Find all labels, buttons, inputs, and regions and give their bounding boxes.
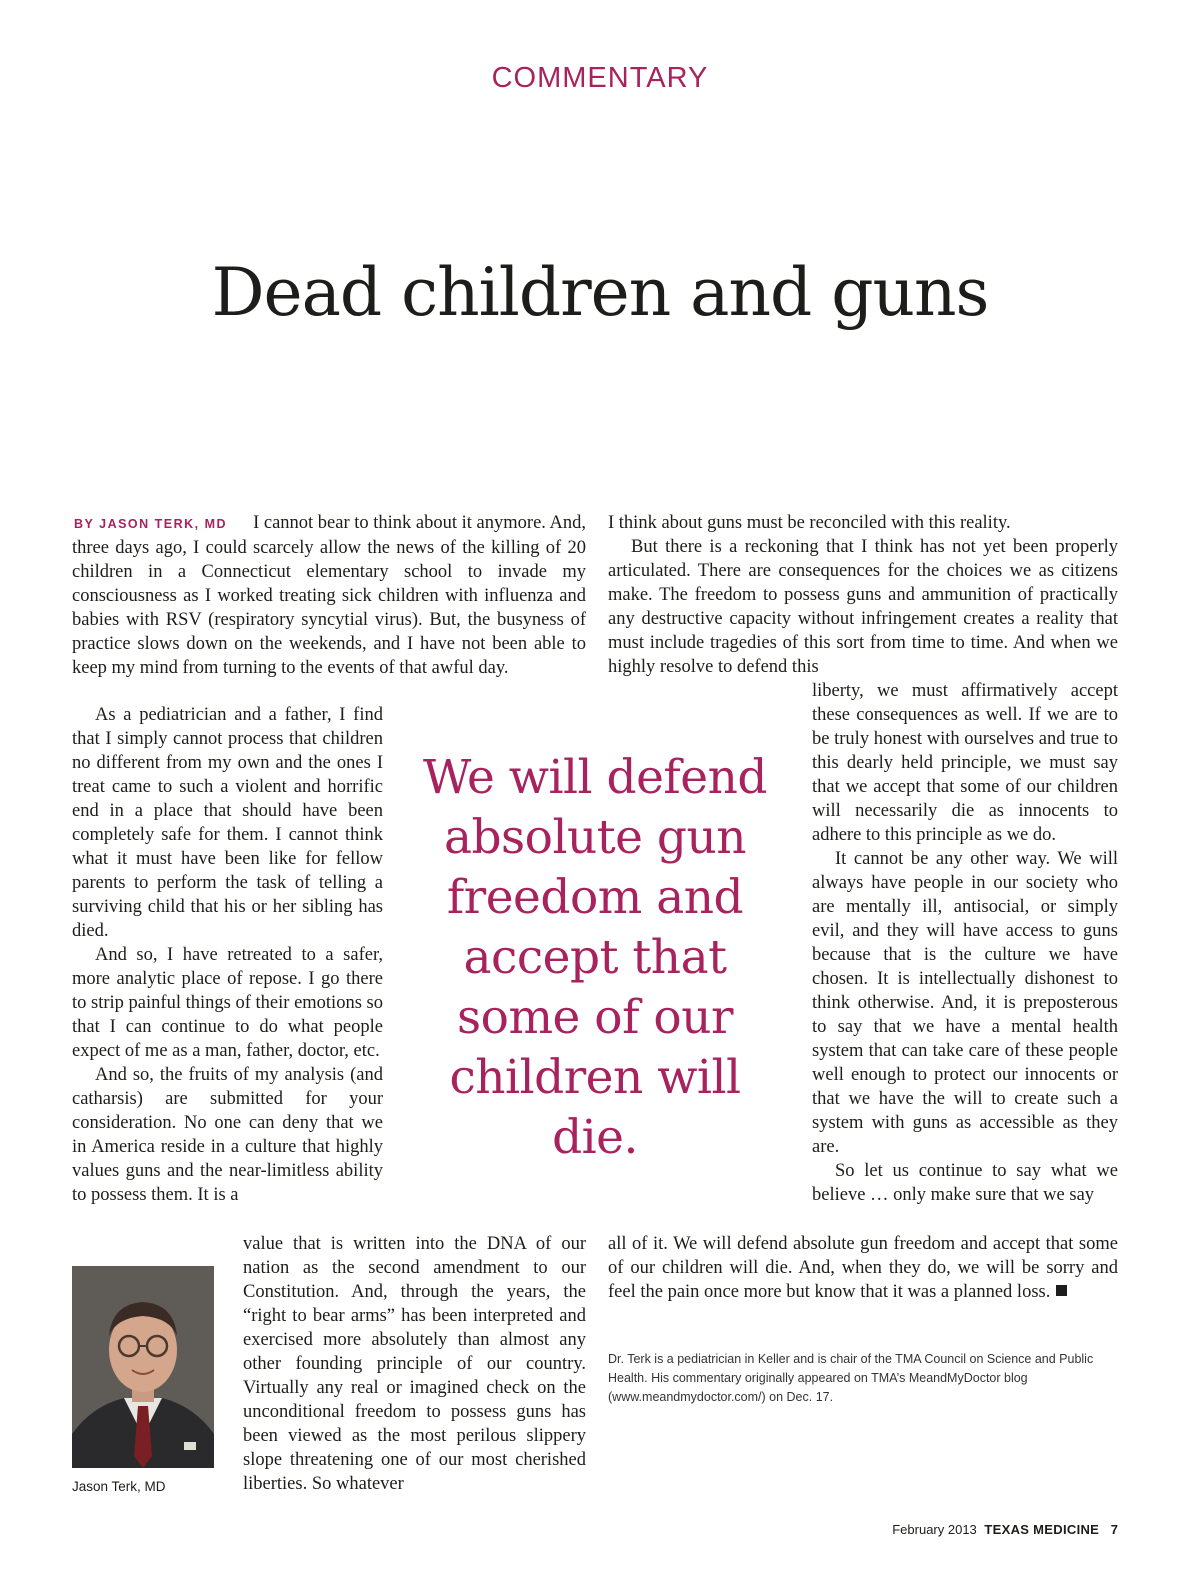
paragraph-2: As a pediatrician and a father, I find that I simply cannot process that children no different from my own and the ones I treat came to such a violent and horrific end in a place that should have been completely safe for them. I cannot think what it must have been like for fellow parents to perform the task of telling a surviving child that his or her sibling has died. — [72, 705, 383, 941]
paragraph-7: It cannot be any other way. We will always have people in our society who are mentally ill, antisocial, or simply evil, and they will have access to guns because that is the culture we have chosen. It is intellectually dishonest to think otherwise. And, it is preposterous to say that we have a mental health system that can take care of these people well enough to protect our innocents or that we have the will to create such a system with guns as accessible as they are. — [812, 849, 1118, 1157]
paragraph-8-continued: all of it. We will defend absolute gun freedom and accept that some of our children will die. And, when they do, we will be sorry and feel the pain once more but know that it was a planned loss. — [608, 1234, 1118, 1302]
page-footer — [892, 1522, 1118, 1537]
photo-caption: Jason Terk, MD — [72, 1479, 166, 1494]
publication-name: TEXAS MEDICINE — [984, 1522, 1100, 1537]
paragraph-8: So let us continue to say what we believe … only make sure that we say — [812, 1161, 1118, 1205]
byline: BY JASON TERK, MD — [74, 517, 228, 531]
author-photo — [72, 1266, 214, 1468]
article-column-2-narrow — [812, 679, 1118, 1207]
article-headline: Dead children and guns — [211, 254, 989, 331]
end-of-article-mark — [1056, 1285, 1067, 1296]
section-label: COMMENTARY — [491, 62, 709, 94]
paragraph-4-continued: value that is written into the DNA of our nation as the second amendment to our Constitution. And, through the years, the “right to bear arms” has been interpreted and exercised more absolutely than almost any other founding principle of our country. Virtually any real or imagined check on the unconditional freedom to possess guns has been viewed as the most perilous slippery slope threatening one of our most cherished liberties. So whatever — [243, 1234, 586, 1494]
article-column-1-bottom — [243, 1232, 586, 1496]
author-portrait-illustration — [72, 1266, 214, 1468]
article-column-2-bottom — [608, 1232, 1118, 1304]
pull-quote: We will defend absolute gun freedom and accept that some of our children will die. — [423, 750, 767, 1165]
article-column-1-top — [72, 511, 586, 680]
article-column-1-narrow — [72, 703, 383, 1207]
paragraph-6-continued: liberty, we must affirmatively accept these consequences as well. If we are to be truly honest with ourselves and true to this dearly held principle, we must say that we accept that some of our children will necessarily die as innocents to adhere to this principle as we do. — [812, 681, 1118, 845]
issue-date: February 2013 — [892, 1522, 977, 1537]
paragraph-5: I think about guns must be reconciled with this reality. — [608, 513, 1011, 533]
paragraph-1: I cannot bear to think about it anymore. And, three days ago, I could scarcely allow the news of the killing of 20 children in a Connecticut elementary school to invade my consciousness as I worked treating sick children with influenza and babies with RSV (respiratory syncytial virus). But, the busyness of practice slows down on the weekends, and I have not been able to keep my mind from turning to the events of that awful day. — [72, 513, 586, 678]
page-number: 7 — [1110, 1522, 1118, 1537]
paragraph-3: And so, I have retreated to a safer, more analytic place of repose. I go there to strip painful things of their emotions so that I can continue to do what people expect of me as a man, father, doctor, etc. — [72, 945, 383, 1061]
paragraph-4: And so, the fruits of my analysis (and catharsis) are submitted for your consideration. No one can deny that we in America reside in a culture that highly values guns and the near-limitless ability to possess them. It is a — [72, 1065, 383, 1205]
paragraph-6: But there is a reckoning that I think has not yet been properly articulated. There are consequences for the choices we as citizens make. The freedom to possess guns and ammunition of practically any destructive capacity without infringement creates a reality that must include tragedies of this sort from time to time. And when we highly resolve to defend this — [608, 537, 1118, 677]
author-bio: Dr. Terk is a pediatrician in Keller and is chair of the TMA Council on Science and Public Health. His commentary originally appeared on TMA’s MeandMyDoctor blog (www.meandmydoctor.com/) on Dec. 17. — [608, 1352, 1094, 1404]
article-column-2-top — [608, 511, 1118, 679]
